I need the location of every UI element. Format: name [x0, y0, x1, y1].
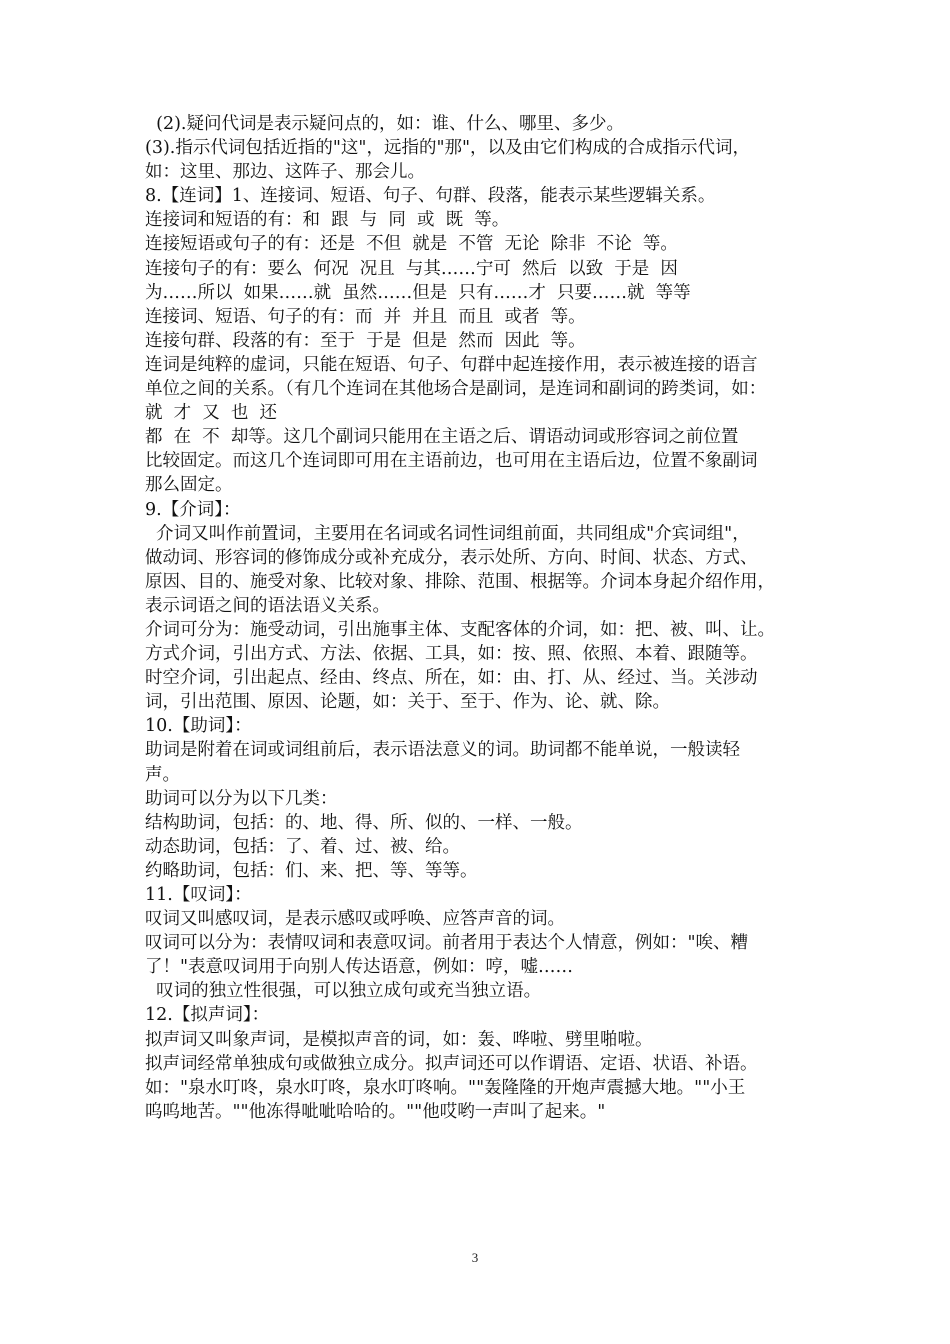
text-line: (3).指示代词包括近指的"这"，远指的"那"，以及由它们构成的合成指示代词， [145, 138, 751, 159]
section-heading-preposition: 9.【介词】： [145, 499, 241, 520]
text-line: 助词可以分为以下几类： [145, 788, 338, 809]
document-body [145, 112, 810, 1124]
page-number: 3 [471, 1250, 479, 1265]
text-line: 方式介词，引出方式、方法、依据、工具，如：按、照、依照、本着、跟随等。 [145, 644, 758, 665]
text-line: 时空介词，引出起点、经由、终点、所在，如：由、打、从、经过、当。关涉动 [145, 668, 758, 689]
text-line: 连接句子的有：要么 何况 况且 与其……宁可 然后 以致 于是 因 [145, 258, 678, 279]
text-line: 如："泉水叮咚，泉水叮咚，泉水叮咚响。""轰隆隆的开炮声震撼大地。""小王 [145, 1077, 746, 1098]
text-line: 介词又叫作前置词，主要用在名词或名词性词组前面，共同组成"介宾词组"， [145, 523, 750, 544]
text-line: 连词是纯粹的虚词，只能在短语、句子、句群中起连接作用，表示被连接的语言 [145, 354, 758, 375]
text-line: 都 在 不 却等。这几个副词只能用在主语之后、谓语动词或形容词之前位置 [145, 427, 739, 448]
text-line: 如：这里、那边、这阵子、那会儿。 [145, 162, 425, 183]
text-line: 约略助词，包括：们、来、把、等、等等。 [145, 860, 478, 881]
section-heading-conjunction: 8.【连词】1、连接词、短语、句子、句群、段落，能表示某些逻辑关系。 [145, 186, 716, 207]
text-line: 叹词可以分为：表情叹词和表意叹词。前者用于表达个人情意，例如："唉、糟 [145, 933, 749, 954]
text-line: 呜呜地苦。""他冻得呲呲哈哈的。""他哎哟一声叫了起来。" [145, 1101, 606, 1122]
section-heading-interjection: 11.【叹词】： [145, 885, 252, 905]
text-line: 为……所以 如果……就 虽然……但是 只有……才 只要……就 等等 [145, 282, 691, 303]
text-line: 连接词和短语的有：和 跟 与 同 或 既 等。 [145, 210, 510, 231]
text-line: 结构助词，包括：的、地、得、所、似的、一样、一般。 [145, 812, 583, 833]
text-line: 介词可分为：施受动词，引出施事主体、支配客体的介词，如：把、被、叫、让。 [145, 619, 775, 640]
text-line: 连接句群、段落的有：至于 于是 但是 然而 因此 等。 [145, 330, 586, 351]
text-line: 叹词的独立性很强，可以独立成句或充当独立语。 [145, 981, 542, 1002]
text-line: 了！"表意叹词用于向别人传达语意，例如：哼，嘘…… [145, 957, 574, 978]
text-line: 动态助词，包括：了、着、过、被、给。 [145, 836, 460, 857]
text-line: 叹词又叫感叹词，是表示感叹或呼唤、应答声音的词。 [145, 909, 565, 930]
text-line: 拟声词经常单独成句或做独立成分。拟声词还可以作谓语、定语、状语、补语。 [145, 1053, 758, 1074]
text-line: 声。 [145, 764, 180, 785]
text-line: (2).疑问代词是表示疑问点的，如：谁、什么、哪里、多少。 [145, 114, 624, 134]
section-heading-particle: 10.【助词】： [145, 716, 252, 737]
text-line: 连接词、短语、句子的有：而 并 并且 而且 或者 等。 [145, 306, 586, 327]
text-line: 表示词语之间的语法语义关系。 [145, 595, 390, 616]
text-line: 连接短语或句子的有：还是 不但 就是 不管 无论 除非 不论 等。 [145, 234, 678, 255]
text-line: 助词是附着在词或词组前后，表示语法意义的词。助词都不能单说，一般读轻 [145, 740, 740, 761]
text-line: 拟声词又叫象声词，是模拟声音的词，如：轰、哗啦、劈里啪啦。 [145, 1029, 653, 1050]
text-line: 做动词、形容词的修饰成分或补充成分，表示处所、方向、时间、状态、方式、 [145, 547, 758, 568]
section-heading-onomatopoeia: 12.【拟声词】： [145, 1005, 270, 1026]
text-line: 那么固定。 [145, 475, 233, 496]
text-line: 比较固定。而这几个连词即可用在主语前边，也可用在主语后边，位置不象副词 [145, 451, 758, 472]
text-line: 词，引出范围、原因、论题，如：关于、至于、作为、论、就、除。 [145, 692, 670, 713]
text-line: 单位之间的关系。（有几个连词在其他场合是副词，是连词和副词的跨类词，如： [145, 379, 767, 400]
text-line: 就 才 又 也 还 [145, 403, 278, 424]
text-line: 原因、目的、施受对象、比较对象、排除、范围、根据等。介词本身起介绍作用， [145, 571, 775, 592]
